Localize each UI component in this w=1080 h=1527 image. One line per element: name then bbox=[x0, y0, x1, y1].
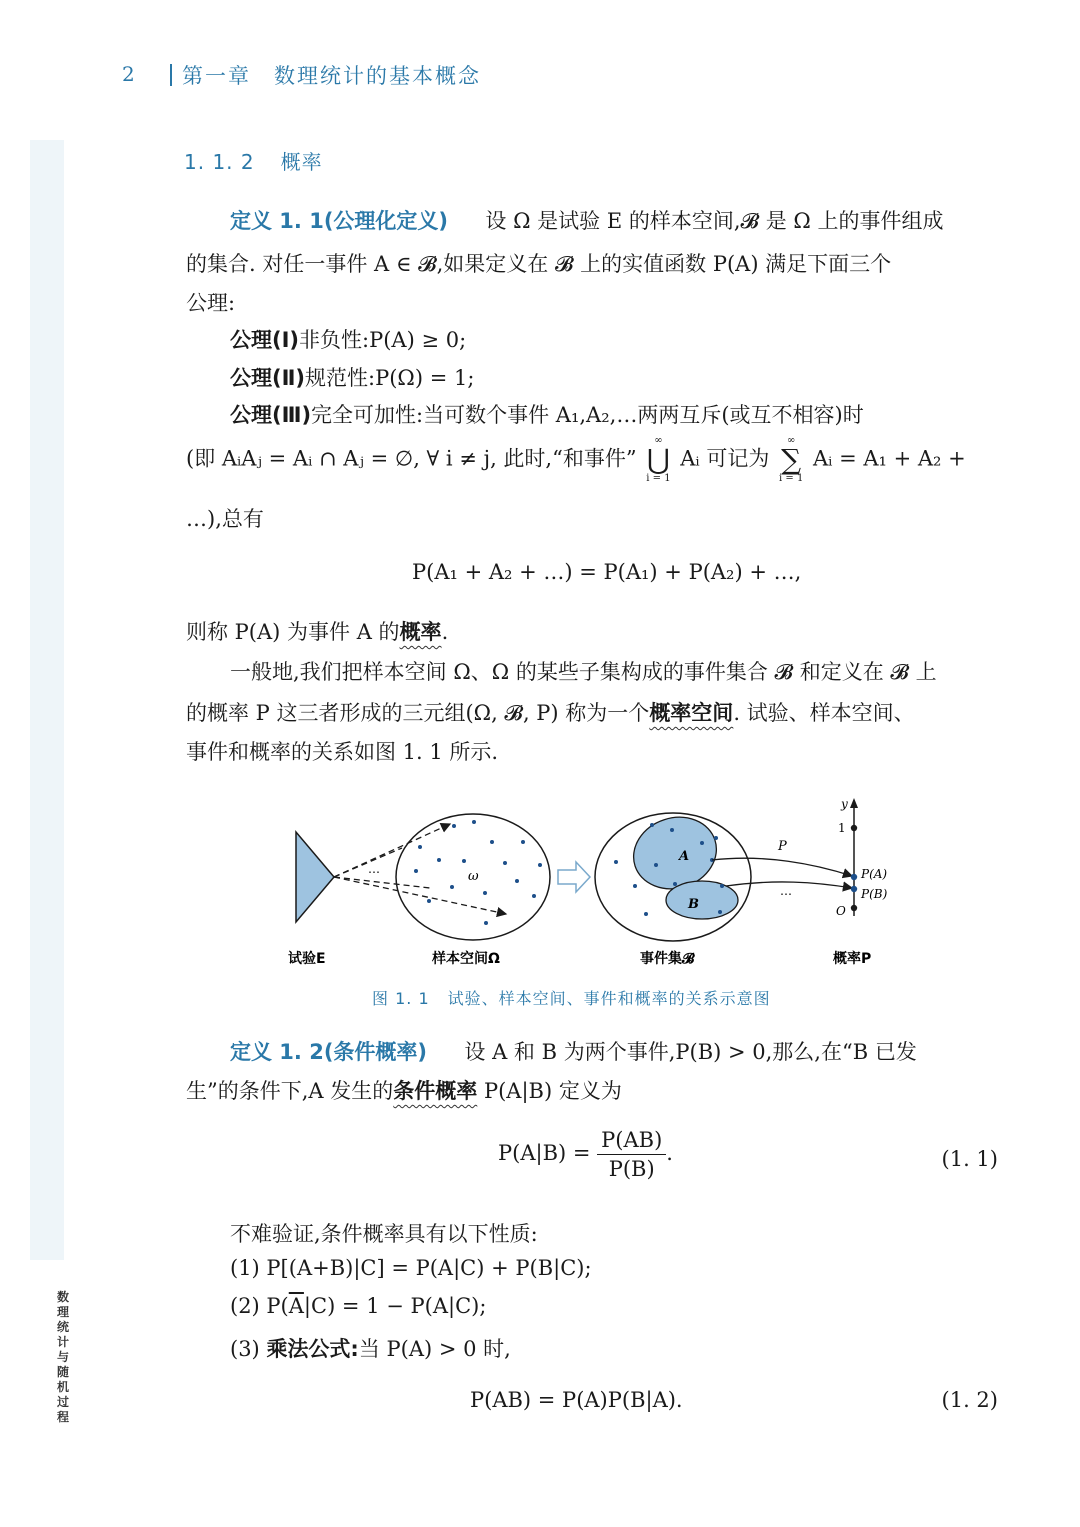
axis-y-label: y bbox=[841, 797, 848, 811]
probability-conclusion bbox=[186, 616, 448, 646]
experiment-triangle bbox=[296, 832, 334, 922]
condition-part3: Aᵢ = A₁ + A₂ + bbox=[813, 446, 966, 471]
conclusion-prefix: 则称 P(A) 为事件 A 的 bbox=[186, 620, 400, 644]
equation-number-1-2: (1. 2) bbox=[941, 1388, 998, 1412]
probability-space-line3: 事件和概率的关系如图 1. 1 所示. bbox=[186, 740, 499, 764]
transition-arrow-icon bbox=[558, 862, 590, 892]
properties-intro: 不难验证,条件概率具有以下性质: bbox=[230, 1222, 538, 1246]
complement-a: $\overline{A}$ bbox=[288, 1294, 304, 1318]
axiom-label: 公理(Ⅲ) bbox=[230, 403, 312, 427]
condition-part2: Aᵢ 可记为 bbox=[680, 446, 770, 471]
relationship-diagram bbox=[280, 790, 920, 975]
side-title-char: 程 bbox=[56, 1410, 69, 1424]
axiom-text: 完全可加性:当可数个事件 A₁,A₂,…两两互斥(或互不相容)时 bbox=[311, 403, 864, 427]
axiom-3 bbox=[230, 399, 864, 429]
property-2-prefix: (2) P( bbox=[230, 1294, 289, 1318]
margin-bar bbox=[30, 140, 64, 1260]
section-number: 1. 1. 2 bbox=[184, 150, 255, 174]
axis-one-label: 1 bbox=[838, 821, 846, 835]
formula-numerator: P(AB) bbox=[597, 1128, 666, 1155]
event-a-label: A bbox=[679, 849, 690, 864]
side-title-char: 计 bbox=[56, 1335, 69, 1349]
def2-prefix: 生”的条件下,A 发生的 bbox=[186, 1079, 394, 1103]
axiom-label: 公理(Ⅱ) bbox=[230, 366, 306, 390]
axiom-1 bbox=[230, 324, 466, 354]
event-b-ellipse bbox=[666, 881, 738, 919]
side-title-char: 统 bbox=[56, 1320, 69, 1334]
axiom-label: 公理(Ⅰ) bbox=[230, 328, 300, 352]
header-divider bbox=[170, 64, 172, 86]
term-probability-space: 概率空间 bbox=[649, 701, 734, 725]
ellipsis-label: … bbox=[368, 862, 380, 876]
definition-1-1-line2: 的集合. 对任一事件 A ∈ 𝓑,如果定义在 𝓑 上的实值函数 P(A) 满足下面三个 bbox=[186, 252, 892, 276]
formula-lhs: P(A|B) = bbox=[498, 1141, 591, 1165]
union-upper: ∞ bbox=[654, 435, 663, 446]
side-title-char: 与 bbox=[56, 1350, 69, 1364]
formula-end: . bbox=[666, 1141, 673, 1165]
definition-text: 设 Ω 是试验 E 的样本空间,𝓑 是 Ω 上的事件组成 bbox=[485, 209, 944, 233]
definition-1-2-line1 bbox=[230, 1036, 917, 1066]
sum-lower: i = 1 bbox=[779, 473, 804, 484]
property-3 bbox=[230, 1333, 511, 1363]
page-number: 2 bbox=[122, 62, 135, 86]
page-header bbox=[0, 60, 1080, 90]
sample-space-label: 样本空间Ω bbox=[432, 951, 500, 967]
multiplication-rule-label: 乘法公式: bbox=[266, 1337, 359, 1361]
omega-label: ω bbox=[468, 869, 479, 884]
event-set-label: 事件集𝓑 bbox=[640, 951, 695, 967]
definition-1-1-line3: 公理: bbox=[186, 291, 236, 315]
pb-label: P(B) bbox=[861, 887, 888, 901]
disjoint-condition-line bbox=[186, 436, 966, 484]
figure-caption bbox=[372, 986, 771, 1009]
definition-1-2-line2 bbox=[186, 1075, 622, 1105]
section-heading bbox=[184, 146, 323, 175]
axiom-2 bbox=[230, 362, 474, 392]
axis-origin-label: O bbox=[836, 904, 846, 918]
pa-label: P(A) bbox=[861, 867, 888, 881]
property-3-prefix: (3) bbox=[230, 1337, 260, 1361]
side-book-title bbox=[55, 1290, 71, 1425]
side-title-char: 数 bbox=[56, 1290, 69, 1304]
def2-suffix: P(A|B) 定义为 bbox=[483, 1079, 622, 1103]
side-title-char: 随 bbox=[56, 1365, 69, 1379]
probability-space-line2 bbox=[186, 697, 915, 727]
property-2-suffix: |C) = 1 − P(A|C); bbox=[303, 1294, 487, 1318]
figure-1-1 bbox=[280, 790, 920, 975]
additivity-formula: P(A₁ + A₂ + …) = P(A₁) + P(A₂) + …, bbox=[412, 560, 802, 584]
condition-end: …),总有 bbox=[186, 507, 264, 531]
chapter-title: 第一章 数理统计的基本概念 bbox=[182, 64, 481, 88]
property-1: (1) P[(A+B)|C] = P(A|C) + P(B|C); bbox=[230, 1256, 592, 1280]
conditional-probability-formula bbox=[498, 1128, 673, 1181]
probability-label: 概率P bbox=[833, 951, 872, 967]
ps-suffix: . 试验、样本空间、 bbox=[733, 701, 915, 725]
event-b-label: B bbox=[688, 897, 699, 912]
sum-operator bbox=[779, 436, 803, 484]
condition-part1: (即 AᵢAⱼ = Aᵢ ∩ Aⱼ = ∅, ∀ i ≠ j, 此时,“和事件” bbox=[186, 446, 637, 471]
conclusion-suffix: . bbox=[441, 620, 449, 644]
sum-symbol: ∑ bbox=[781, 443, 802, 476]
definition-1-1-line1 bbox=[230, 205, 943, 235]
mapping-ellipsis: … bbox=[780, 884, 792, 898]
mapping-p-label: P bbox=[778, 839, 787, 854]
figure-caption-text: 试验、样本空间、事件和概率的关系示意图 bbox=[447, 989, 771, 1008]
equation-number-1-1: (1. 1) bbox=[941, 1147, 998, 1171]
side-title-char: 机 bbox=[56, 1380, 69, 1394]
figure-number: 图 1. 1 bbox=[372, 989, 430, 1008]
axiom-text: 非负性:P(A) ≥ 0; bbox=[299, 328, 467, 352]
definition-title: 定义 1. 2(条件概率) bbox=[230, 1040, 428, 1064]
experiment-label: 试验E bbox=[288, 951, 326, 967]
property-2 bbox=[230, 1294, 486, 1318]
formula-fraction bbox=[597, 1128, 666, 1181]
section-title: 概率 bbox=[280, 150, 323, 174]
union-operator bbox=[646, 436, 670, 484]
side-title-char: 过 bbox=[56, 1395, 69, 1409]
term-probability: 概率 bbox=[399, 620, 442, 644]
sum-upper: ∞ bbox=[786, 435, 796, 446]
probability-space-line1: 一般地,我们把样本空间 Ω、Ω 的某些子集构成的事件集合 𝓑 和定义在 𝓑 上 bbox=[230, 660, 937, 684]
definition-text: 设 A 和 B 为两个事件,P(B) > 0,那么,在“B 已发 bbox=[464, 1040, 917, 1064]
property-3-text: 当 P(A) > 0 时, bbox=[358, 1337, 511, 1361]
ps-prefix: 的概率 P 这三者形成的三元组(Ω, 𝓑, P) 称为一个 bbox=[186, 701, 650, 725]
definition-title: 定义 1. 1(公理化定义) bbox=[230, 209, 449, 233]
union-lower: i = 1 bbox=[646, 473, 671, 484]
union-symbol: ⋃ bbox=[646, 443, 670, 476]
formula-denominator: P(B) bbox=[608, 1157, 655, 1181]
axiom-text: 规范性:P(Ω) = 1; bbox=[305, 366, 475, 390]
side-title-char: 理 bbox=[56, 1305, 69, 1319]
multiplication-formula: P(AB) = P(A)P(B|A). bbox=[470, 1388, 683, 1412]
term-conditional-probability: 条件概率 bbox=[393, 1079, 478, 1103]
